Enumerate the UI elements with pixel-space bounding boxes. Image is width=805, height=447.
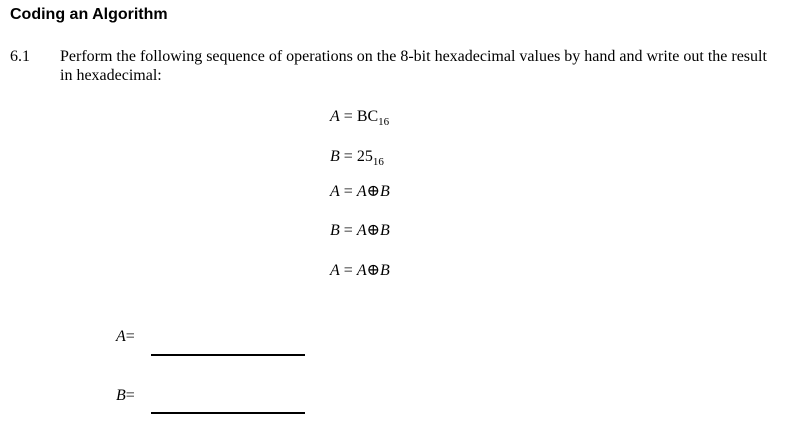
operation-4 [330, 221, 390, 241]
operation-5-rhs: A⊕B [356, 262, 390, 279]
operation-4-equals: = [339, 222, 357, 239]
operation-1-lhs: A [330, 108, 340, 125]
operation-1-equals: = [339, 108, 357, 125]
operation-1-rhs: BC [356, 108, 379, 125]
operation-2-rhs: 25 [356, 148, 373, 165]
operation-5-lhs: A [330, 262, 340, 279]
operation-3-rhs: A⊕B [356, 183, 390, 200]
operation-5-equals: = [339, 262, 357, 279]
section-heading: Coding an Algorithm [10, 6, 168, 23]
answer-a-blank[interactable] [151, 354, 305, 356]
operation-2-lhs: B [330, 148, 340, 165]
answer-b-equals: = [125, 387, 135, 404]
operation-3-lhs: A [330, 183, 340, 200]
operation-2-equals: = [339, 148, 357, 165]
operation-4-rhs: A⊕B [356, 222, 390, 239]
question-text: Perform the following sequence of operations on the 8-bit hexadecimal values by hand and write out the result in hexadecimal: [60, 48, 767, 84]
operation-1 [330, 107, 389, 127]
operation-3-equals: = [339, 183, 357, 200]
answer-b-blank[interactable] [151, 412, 305, 414]
operation-4-lhs: B [330, 222, 340, 239]
question-number: 6.1 [10, 48, 30, 65]
operation-5 [330, 261, 390, 281]
operation-2 [330, 147, 384, 167]
answer-b-var: B [116, 387, 126, 404]
answer-b-label [116, 386, 135, 406]
operation-1-subscript: 16 [378, 116, 390, 128]
operation-3 [330, 182, 390, 202]
answer-a-label [116, 327, 135, 347]
answer-a-equals: = [125, 328, 135, 345]
answer-a-var: A [116, 328, 126, 345]
operation-2-subscript: 16 [372, 156, 384, 168]
